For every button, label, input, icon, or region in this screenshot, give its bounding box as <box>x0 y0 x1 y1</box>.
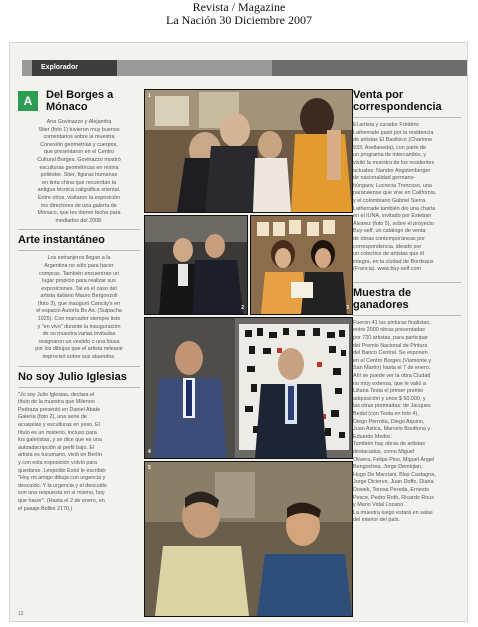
divider <box>18 387 140 388</box>
headline-iglesias: No soy Julio Iglesias <box>18 370 127 383</box>
left-column <box>18 89 140 513</box>
divider <box>18 366 140 367</box>
headline-ganadores: Muestra de ganadores <box>353 286 412 311</box>
headline-borges: Del Borges a Mónaco <box>46 89 114 113</box>
photo-borges-opening <box>144 89 353 213</box>
photo-venta-correspondencia <box>144 461 353 617</box>
divider <box>353 117 461 118</box>
photo-number: 4 <box>148 449 151 455</box>
header-bar-accent <box>272 60 467 76</box>
divider <box>353 315 461 316</box>
headline-venta: Venta por correspondencia <box>353 89 442 113</box>
scan-caption <box>0 1 478 27</box>
body-borges: Ana Govinazzo y Alejandra Stier (foto 1) tuvieron muy buenos comentarios sobre la muestra Conexión geometrías y cuerpos, que presentaron en el Centro Cultural Borges. Govinazzo mostró esculturas geométricas en resina poliéster. Stier, figuras humanas en tinta china que recuerdan la antigua técnica caligráfica oriental. Entre otros, visitaron la exposición los directores de una galería de Mónaco, que les dieron fecha para mediados del 2008. <box>37 119 121 224</box>
photo-number: 5 <box>148 465 151 471</box>
photo-number: 2 <box>241 305 244 311</box>
photo-muestra-ganadores <box>144 317 353 459</box>
section-letter-badge: A <box>18 91 38 111</box>
body-iglesias: "Jo soy Julio Iglesias, declara el título de la muestra que Milenno Pedraza presentó en Daniel Abate Galería (foto 2), una serie de acuarelas y esculturas en yeso. El título es un misterio, incluso para los galeristas, y se dice que es una autoadscripción al perfil bajo. El artista es tucumano, vivió en Berlín y con esta exposición volvió para quedarse. Leopoldo Estol le escribió: "Hoy mi amigo dibuja con urgencia y descuido. Y la urgencia y el descuido son una respuesta en sí mismo, hoy que hacer". (Hasta el 2 de enero, en el pasaje Bollini 2170.) <box>18 391 107 512</box>
headline-arte: Arte instantáneo <box>18 234 105 247</box>
section-label: Explorador <box>32 60 117 76</box>
article-borges-head <box>18 89 140 115</box>
divider <box>353 282 461 283</box>
caption-line-1: Revista / Magazine <box>192 0 286 14</box>
section-header-bar <box>22 60 467 76</box>
page-number: 12 <box>18 611 24 617</box>
photo-arte-instantaneo <box>250 215 353 315</box>
body-arte: Los extranjeros llegan a la Argentina no sólo para hacer compras. También encuentran un lugar propicio para realizar sus exposiciones. Tal es el caso del artista italiano Mauro Bergonzoli (foto 3), que inauguró Cancity's en el espacio Autoría Bs As. (Suipacha 1025). Con marcador siempre listo y "en vivo" durante la inauguración de su muestra varias invitadas resignaron un vestido o una blusa por los dibujos que el artista mileané improvisó sobre sus atuendos. <box>35 255 123 361</box>
body-ganadores: Fueron 41 las pinturas finalistas, entre 2000 obras presentadas por 720 artistas, para participar del Premio Nacional de Pintura del Banco Central. Se exponen en el Centro Borges (Viamonte y San Martín) hasta el 7 de enero. Ahí se puede ver la obra Ciudad no muy extensa, que le valió a Liliana Testa el primer premio adquisición y unos $ 50.000, y las otras premiadas: de Jacques Bedel (con Testa en foto 4), Diego Perrotta, Diego Aquino, Juan Astica, Marcelo Bouttona y Eduardo Medici. También hay obras de artistas destacados, como Miguel Olivera, Felipe Pino, Miguel Ángel Bengochea, Jorge Demirjian, Hugo De Marziani, Blas Castagna, Jorge Diciervo, Juan Doffo, Diana Dowek, Teresa Pereda, Ernesto Pesce, Pedro Roth, Ricardo Roux y Mario Vidal Lozano. La muestra luego estará en salas del interior del país. <box>353 319 436 524</box>
divider <box>18 229 140 230</box>
magazine-clipping <box>9 42 468 622</box>
photo-number: 3 <box>346 305 349 311</box>
photo-number: 1 <box>148 93 151 99</box>
caption-line-2: La Nación 30 Diciembre 2007 <box>166 13 312 27</box>
body-venta: El artista y curador Frédéric Latherrade pasó por la residencia de artistas El Basilisco (Charlone 933, Avellaneda), con parte de un programa de intercambio, y visitó la muestra de los residentes actuales: Nandor Angstenberger de nacionalidad germano- húngara; Lucrecia Troncoso, una paranaense que vive en California, y el colombiano Gabriel Sierra. Latherrade también dio una charla en el IUNA, invitado por Esteban Álvarez (foto 5), sobre el proyecto Buy-self, un catálogo de venta de obras contemporáneas por correspondencia, ideado por un colectivo de artistas que él integra, en la ciudad de Bordeaux (Francia). www.buy-self.com <box>353 122 437 273</box>
photo-column <box>144 89 351 617</box>
photo-iglesias <box>144 215 248 315</box>
divider <box>18 250 140 251</box>
right-column <box>353 89 461 525</box>
